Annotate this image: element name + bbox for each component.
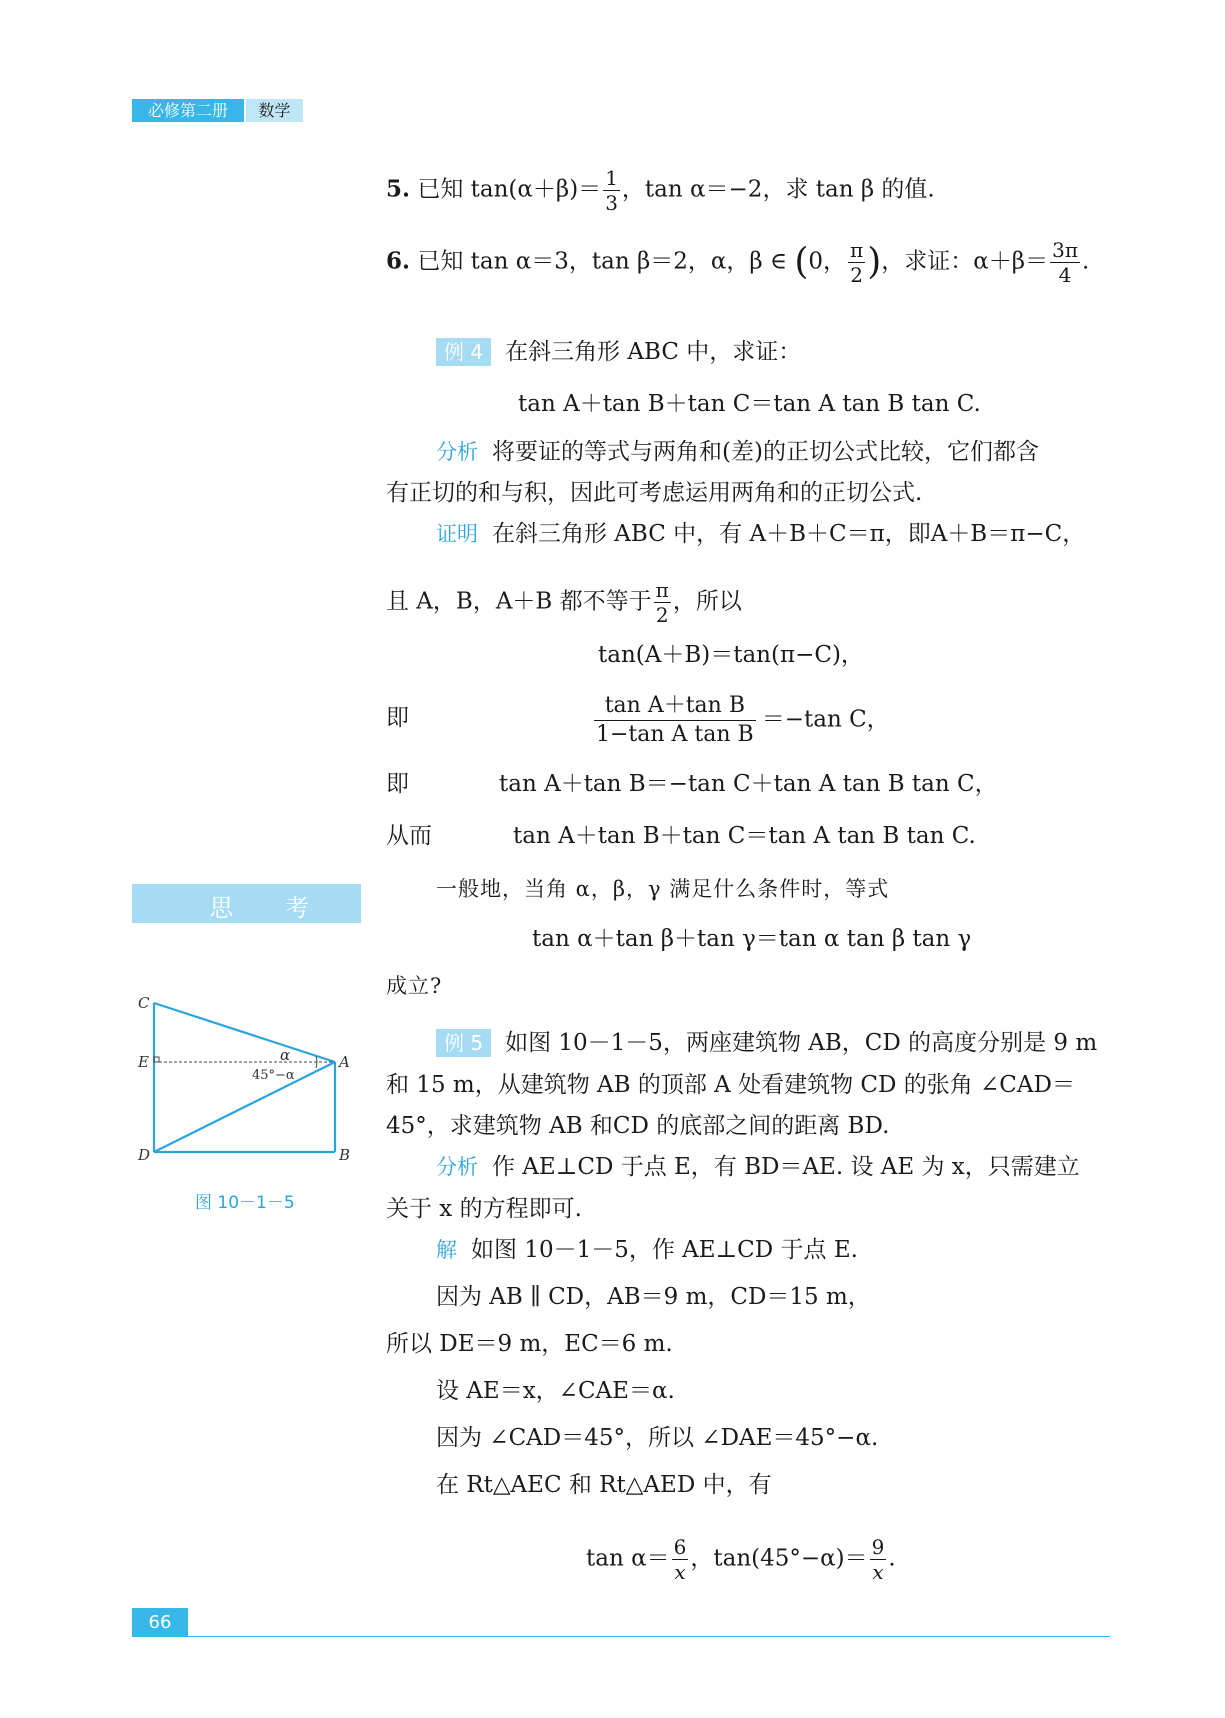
example-5-analysis: 分析 作 AE⊥CD 于点 E，有 BD＝AE. 设 AE 为 x，只需建立 <box>436 1154 1080 1180</box>
think-formula: tan α＋tan β＋tan γ＝tan α tan β tan γ <box>532 926 972 952</box>
fraction: $\frac{\pi}{2}$ <box>655 578 669 627</box>
fraction: $\frac{\pi}{2}$ <box>850 238 864 287</box>
label-alpha: α <box>280 1046 291 1064</box>
congEr-label: 从而 <box>386 823 432 849</box>
example-5-solution: 解 如图 10－1－5，作 AE⊥CD 于点 E. <box>436 1237 858 1263</box>
header-book-label: 必修第二册 <box>132 99 244 122</box>
page-number: 66 <box>132 1608 188 1637</box>
analysis-label: 分析 <box>436 440 478 464</box>
label-b: B <box>339 1146 351 1164</box>
solution-line: 设 AE＝x，∠CAE＝α. <box>436 1378 675 1404</box>
equation-2: $\frac{\text{tan A＋tan B}}{\text{1−tan A tan B}}$ ＝−tan C， <box>596 693 890 747</box>
label-e: E <box>138 1053 149 1071</box>
exercise-5 <box>386 166 935 215</box>
example-tag: 例 5 <box>436 1029 491 1057</box>
figure-caption: 图 10－1－5 <box>195 1193 295 1213</box>
example-4-heading: 例 4 在斜三角形 ABC 中，求证： <box>436 337 801 367</box>
example-4-analysis-cont: 有正切的和与积，因此可考虑运用两角和的正切公式. <box>386 480 923 506</box>
example-5-analysis-cont: 关于 x 的方程即可. <box>386 1196 582 1222</box>
solution-line: 因为 AB ∥ CD，AB＝9 m，CD＝15 m， <box>436 1284 871 1310</box>
think-banner: 思 考 <box>132 884 361 923</box>
label-d: D <box>138 1146 151 1164</box>
label-a: A <box>339 1053 350 1071</box>
example-4-formula: tan A＋tan B＋tan C＝tan A tan B tan C. <box>518 391 981 417</box>
equation-3: tan A＋tan B＝−tan C＋tan A tan B tan C， <box>499 771 998 797</box>
footer-rule <box>188 1636 1110 1637</box>
ji-label: 即 <box>386 771 409 797</box>
example-tag: 例 4 <box>436 338 491 366</box>
solution-line: 所以 DE＝9 m，EC＝6 m. <box>386 1331 673 1357</box>
example-4-proof-cont: 且 A，B，A＋B 都不等于 $\frac{\pi}{2}$ ，所以 <box>386 578 742 627</box>
exercise-number: 5. <box>386 175 411 203</box>
example-5-line: 45°，求建筑物 AB 和CD 的底部之间的距离 BD. <box>386 1113 890 1139</box>
solution-formula: tan α＝ $\frac{6}{x}$ ，tan(45°−α)＝ $\frac{9}{x}$ . <box>586 1535 896 1584</box>
example-4-proof: 证明 在斜三角形 ABC 中，有 A＋B＋C＝π，即A＋B＝π−C， <box>436 521 1086 547</box>
header-subject-label: 数学 <box>246 99 303 122</box>
example-5-line: 和 15 m，从建筑物 AB 的顶部 A 处看建筑物 CD 的张角 ∠CAD＝ <box>386 1072 1075 1098</box>
ji-label: 即 <box>386 705 409 731</box>
figure-10-1-5 <box>130 990 360 1180</box>
exercise-text: 已知 tan(α＋β)＝ <box>417 176 602 203</box>
example-4-analysis: 分析 将要证的等式与两角和(差)的正切公式比较，它们都含 <box>436 439 1039 465</box>
fraction: $\frac{3\pi}{4}$ <box>1052 238 1078 287</box>
exercise-text: 已知 tan α＝3，tan β＝2，α，β ∈ <box>417 248 788 275</box>
think-question: 一般地，当角 α，β，γ 满足什么条件时，等式 <box>436 877 890 901</box>
label-c: C <box>138 994 150 1012</box>
equation-1: tan(A＋B)＝tan(π−C)， <box>598 642 864 668</box>
solution-line: 因为 ∠CAD＝45°，所以 ∠DAE＝45°−α. <box>436 1425 879 1451</box>
proof-label: 证明 <box>436 522 478 546</box>
exercise-6: 6. 已知 tan α＝3，tan β＝2，α，β ∈ (0， $\frac{\pi}{2}$ )，求证：α＋β＝ $\frac{3\pi}{4}$ . <box>386 238 1090 287</box>
label-angle: 45°−α <box>252 1068 295 1083</box>
think-question-end: 成立? <box>386 974 443 998</box>
solution-label: 解 <box>436 1238 457 1262</box>
exercise-number: 6. <box>386 247 411 275</box>
analysis-label: 分析 <box>436 1155 478 1179</box>
example-5-heading: 例 5 如图 10－1－5，两座建筑物 AB，CD 的高度分别是 9 m <box>436 1028 1097 1058</box>
solution-line: 在 Rt△AEC 和 Rt△AED 中，有 <box>436 1472 772 1498</box>
equation-4: tan A＋tan B＋tan C＝tan A tan B tan C. <box>513 823 976 849</box>
fraction: $\frac{1}{3}$ <box>605 166 618 215</box>
exercise-text: ，tan α＝−2，求 tan β 的值. <box>621 176 935 203</box>
